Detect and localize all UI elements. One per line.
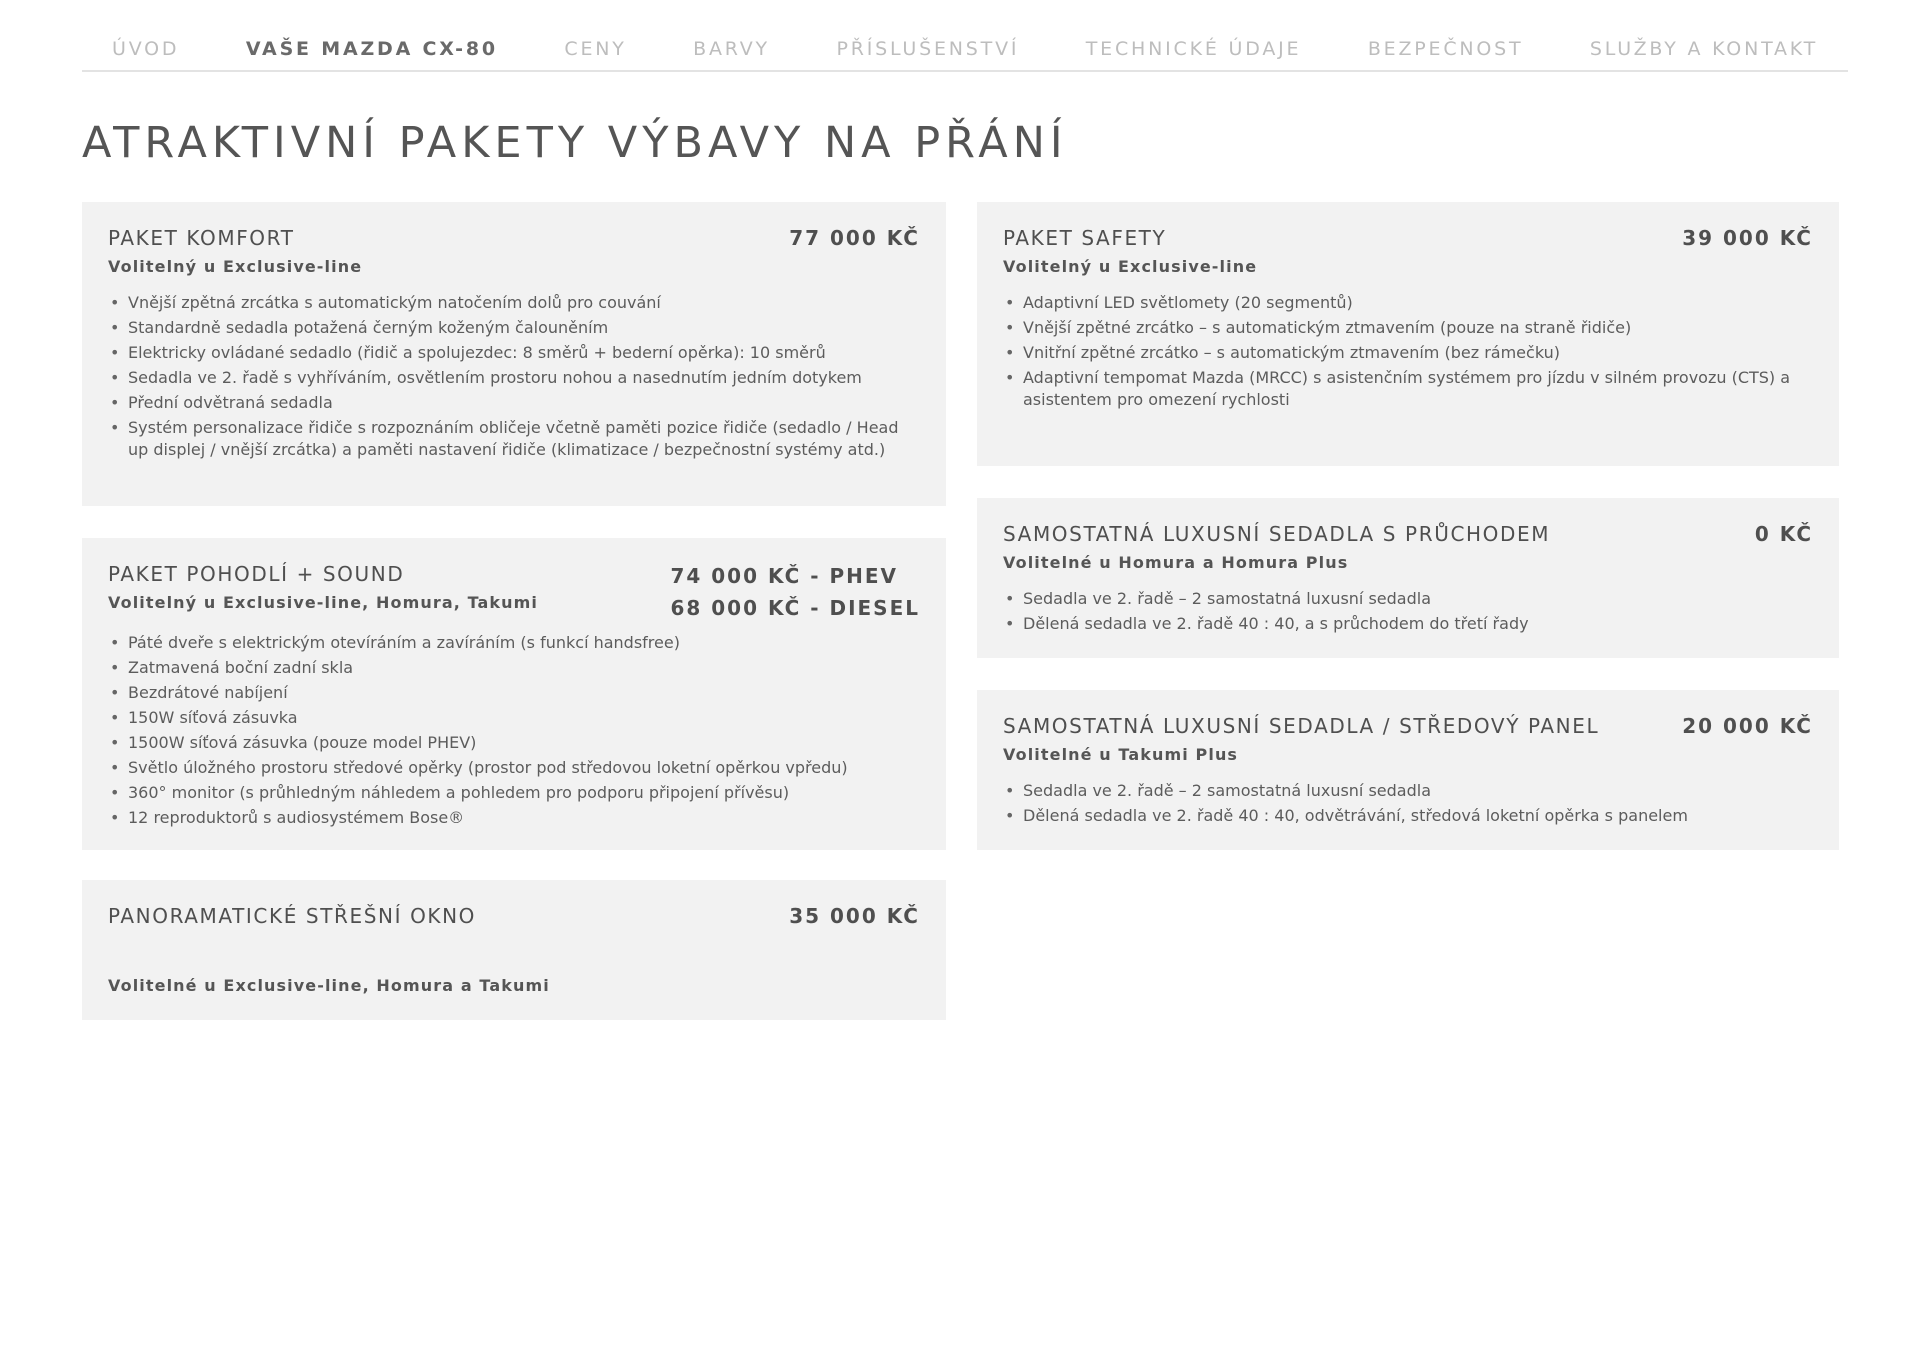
card-subtitle: Volitelný u Exclusive-line (1003, 257, 1258, 276)
card-paket-pohodli-sound (82, 538, 946, 850)
card-title: PAKET POHODLÍ + SOUND (108, 562, 405, 586)
nav-item-barvy[interactable]: BARVY (693, 38, 770, 60)
nav-item-bezpecnost[interactable]: BEZPEČNOST (1367, 38, 1524, 60)
list-item: • Sedadla ve 2. řadě – 2 samostatná luxusní sedadla (1003, 780, 1813, 802)
card-subtitle: Volitelné u Homura a Homura Plus (1003, 553, 1349, 572)
list-item: • Páté dveře s elektrickým otevíráním a zavíráním (s funkcí handsfree) (108, 632, 920, 654)
card-price: 39 000 KČ (1682, 226, 1813, 250)
card-title: PANORAMATICKÉ STŘEŠNÍ OKNO (108, 904, 477, 928)
list-item: • Vnitřní zpětné zrcátko – s automatickým ztmavením (bez rámečku) (1003, 342, 1813, 364)
card-subtitle: Volitelný u Exclusive-line (108, 257, 363, 276)
card-sedadla-s-pruchodem (977, 498, 1839, 658)
list-item: • Adaptivní LED světlomety (20 segmentů) (1003, 292, 1813, 314)
list-item: • Vnější zpětné zrcátko – s automatickým ztmavením (pouze na straně řidiče) (1003, 317, 1813, 339)
page-title: ATRAKTIVNÍ PAKETY VÝBAVY NA PŘÁNÍ (82, 118, 1068, 168)
nav-item-technicke-udaje[interactable]: TECHNICKÉ ÚDAJE (1085, 38, 1302, 60)
card-sedadla-stredovy-panel (977, 690, 1839, 850)
card-subtitle: Volitelné u Takumi Plus (1003, 745, 1239, 764)
list-item: • Vnější zpětná zrcátka s automatickým natočením dolů pro couvání (108, 292, 920, 314)
card-subtitle: Volitelný u Exclusive-line, Homura, Takumi (108, 593, 539, 612)
feature-list (108, 632, 920, 829)
card-subtitle: Volitelné u Exclusive-line, Homura a Takumi (108, 976, 550, 995)
card-panoramaticke-stresni-okno (82, 880, 946, 1020)
list-item: • Světlo úložného prostoru středové opěrky (prostor pod středovou loketní opěrkou vpředu) (108, 757, 920, 779)
card-title: PAKET SAFETY (1003, 226, 1167, 250)
list-item: • Dělená sedadla ve 2. řadě 40 : 40, a s průchodem do třetí řady (1003, 613, 1813, 635)
nav-item-ceny[interactable]: CENY (564, 38, 627, 60)
card-price: 77 000 KČ (789, 226, 920, 250)
list-item: • 1500W síťová zásuvka (pouze model PHEV) (108, 732, 920, 754)
card-price: 20 000 KČ (1682, 714, 1813, 738)
list-item: • Adaptivní tempomat Mazda (MRCC) s asistenčním systémem pro jízdu v silném provozu (CTS) a asistentem pro omezení rychlosti (1003, 367, 1813, 411)
list-item: • Dělená sedadla ve 2. řadě 40 : 40, odvětrávání, středová loketní opěrka s panelem (1003, 805, 1813, 827)
nav-item-sluzby-kontakt[interactable]: SLUŽBY A KONTAKT (1589, 38, 1818, 60)
feature-list (1003, 780, 1813, 827)
card-title: PAKET KOMFORT (108, 226, 295, 250)
card-price: 0 KČ (1754, 522, 1813, 546)
list-item: • Bezdrátové nabíjení (108, 682, 920, 704)
card-paket-safety (977, 202, 1839, 466)
feature-list (1003, 588, 1813, 635)
card-price: 35 000 KČ (789, 904, 920, 928)
nav-item-vase-mazda[interactable]: VAŠE MAZDA CX-80 (245, 38, 498, 60)
nav-item-uvod[interactable]: ÚVOD (112, 38, 180, 60)
list-item: • Sedadla ve 2. řadě s vyhříváním, osvětlením prostoru nohou a nasednutím jedním dotykem (108, 367, 920, 389)
card-price-phev: 74 000 KČ - PHEV (670, 564, 899, 588)
list-item: • Systém personalizace řidiče s rozpoznáním obličeje včetně paměti pozice řidiče (sedadlo / Head up displej / vnější zrcátka) a paměti nastavení řidiče (klimatizace / bezpečnostní systémy atd.) (108, 417, 920, 461)
feature-list (1003, 292, 1813, 411)
feature-list (108, 292, 920, 461)
card-title: SAMOSTATNÁ LUXUSNÍ SEDADLA / STŘEDOVÝ PANEL (1003, 714, 1600, 738)
list-item: • Standardně sedadla potažená černým koženým čalouněním (108, 317, 920, 339)
list-item: • 360° monitor (s průhledným náhledem a pohledem pro podporu připojení přívěsu) (108, 782, 920, 804)
list-item: • Přední odvětraná sedadla (108, 392, 920, 414)
list-item: • Sedadla ve 2. řadě – 2 samostatná luxusní sedadla (1003, 588, 1813, 610)
card-price-diesel: 68 000 KČ - DIESEL (670, 596, 920, 620)
price-block (670, 560, 920, 624)
list-item: • Zatmavená boční zadní skla (108, 657, 920, 679)
top-nav (82, 36, 1848, 72)
nav-item-prislusenstvi[interactable]: PŘÍSLUŠENSTVÍ (836, 38, 1020, 60)
card-paket-komfort (82, 202, 946, 506)
list-item: • 12 reproduktorů s audiosystémem Bose® (108, 807, 920, 829)
card-title: SAMOSTATNÁ LUXUSNÍ SEDADLA S PRŮCHODEM (1003, 522, 1551, 546)
list-item: • 150W síťová zásuvka (108, 707, 920, 729)
list-item: • Elektricky ovládané sedadlo (řidič a spolujezdec: 8 směrů + bederní opěrka): 10 směrů (108, 342, 920, 364)
